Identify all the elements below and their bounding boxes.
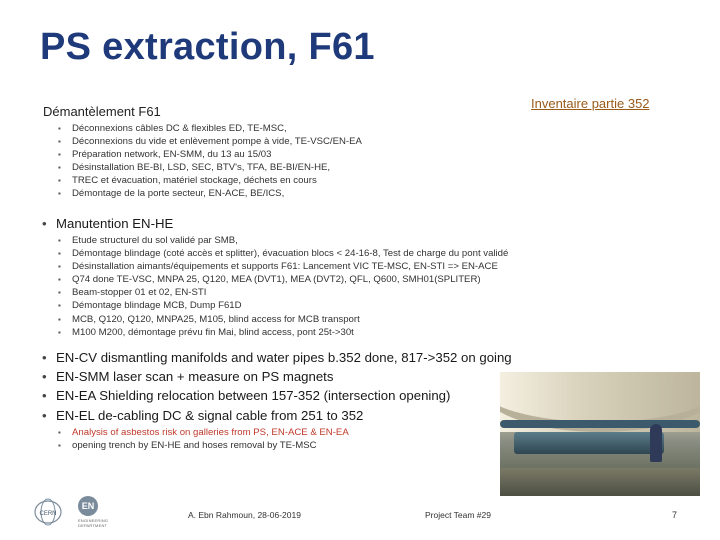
- pipe: [500, 420, 700, 428]
- list-item: ▪ MCB, Q120, Q120, MNPA25, M105, blind access for MCB transport: [56, 313, 508, 326]
- list-item: ▪ Démontage blindage MCB, Dump F61D: [56, 299, 508, 312]
- demantelement-heading: Démantèlement F61: [43, 104, 161, 119]
- manutention-heading: • Manutention EN-HE: [40, 214, 173, 233]
- en-logo-text: ENGINEERING DEPARTMENT: [78, 518, 109, 528]
- cern-logo: [34, 498, 62, 526]
- demantelement-list: [56, 122, 362, 201]
- cern-logo-text: CERN: [39, 511, 57, 517]
- list-item: ▪ TREC et évacuation, matériel stockage, déchets en cours: [56, 174, 362, 187]
- list-item: ▪ Démontage de la porte secteur, EN-ACE, BE/ICS,: [56, 187, 362, 200]
- manutention-list: [56, 234, 508, 339]
- manutention-heading-list: [40, 214, 173, 233]
- list-item: • EN-EA Shielding relocation between 157-352 (intersection opening): [40, 386, 512, 405]
- page-number: 7: [672, 510, 678, 520]
- list-item: ▪ Analysis of asbestos risk on galleries from PS, EN-ACE & EN-EA: [56, 426, 349, 439]
- list-item: ▪ Déconnexions câbles DC & flexibles ED, TE-MSC,: [56, 122, 362, 135]
- list-item: ▪ Beam-stopper 01 et 02, EN-STI: [56, 286, 508, 299]
- list-item: ▪ Déconnexions du vide et enlèvement pompe à vide, TE-VSC/EN-EA: [56, 135, 362, 148]
- list-item: ▪ Démontage blindage (coté accès et splitter), évacuation blocs < 24-16-8, Test de charge du pont validé: [56, 247, 508, 260]
- list-item: • EN-CV dismantling manifolds and water pipes b.352 done, 817->352 on going: [40, 348, 512, 367]
- footer-author: A. Ebn Rahmoun, 28-06-2019: [188, 510, 301, 520]
- footer-team: Project Team #29: [425, 510, 491, 520]
- list-item: ▪ opening trench by EN-HE and hoses removal by TE-MSC: [56, 439, 349, 452]
- list-item: ▪ Etude structurel du sol validé par SMB,: [56, 234, 508, 247]
- worker-figure: [650, 424, 662, 462]
- list-item: ▪ Désinstallation BE-BI, LSD, SEC, BTV's, TFA, BE-BI/EN-HE,: [56, 161, 362, 174]
- inventaire-link[interactable]: Inventaire partie 352: [531, 96, 650, 111]
- list-item: • EN-EL de-cabling DC & signal cable from 251 to 352: [40, 406, 512, 425]
- accelerator-machine: [514, 432, 664, 454]
- en-department-logo: [78, 496, 118, 530]
- final-sub-list: [56, 426, 349, 452]
- slide-title: PS extraction, F61: [40, 26, 375, 68]
- list-item: ▪ M100 M200, démontage prévu fin Mai, blind access, pont 25t->30t: [56, 326, 508, 339]
- main-bullet-list: [40, 348, 512, 425]
- list-item: ▪ Préparation network, EN-SMM, du 13 au 15/03: [56, 148, 362, 161]
- tunnel-floor: [500, 468, 700, 496]
- list-item: ▪ Q74 done TE-VSC, MNPA 25, Q120, MEA (DVT1), MEA (DVT2), QFL, Q600, SMH01(SPLITER): [56, 273, 508, 286]
- list-item: ▪ Désinstallation aimants/équipements et supports F61: Lancement VIC TE-MSC, EN-STI => EN-ACE: [56, 260, 508, 273]
- tunnel-photo: [500, 372, 700, 496]
- en-logo-circle: EN: [78, 496, 98, 516]
- list-item: • EN-SMM laser scan + measure on PS magnets: [40, 367, 512, 386]
